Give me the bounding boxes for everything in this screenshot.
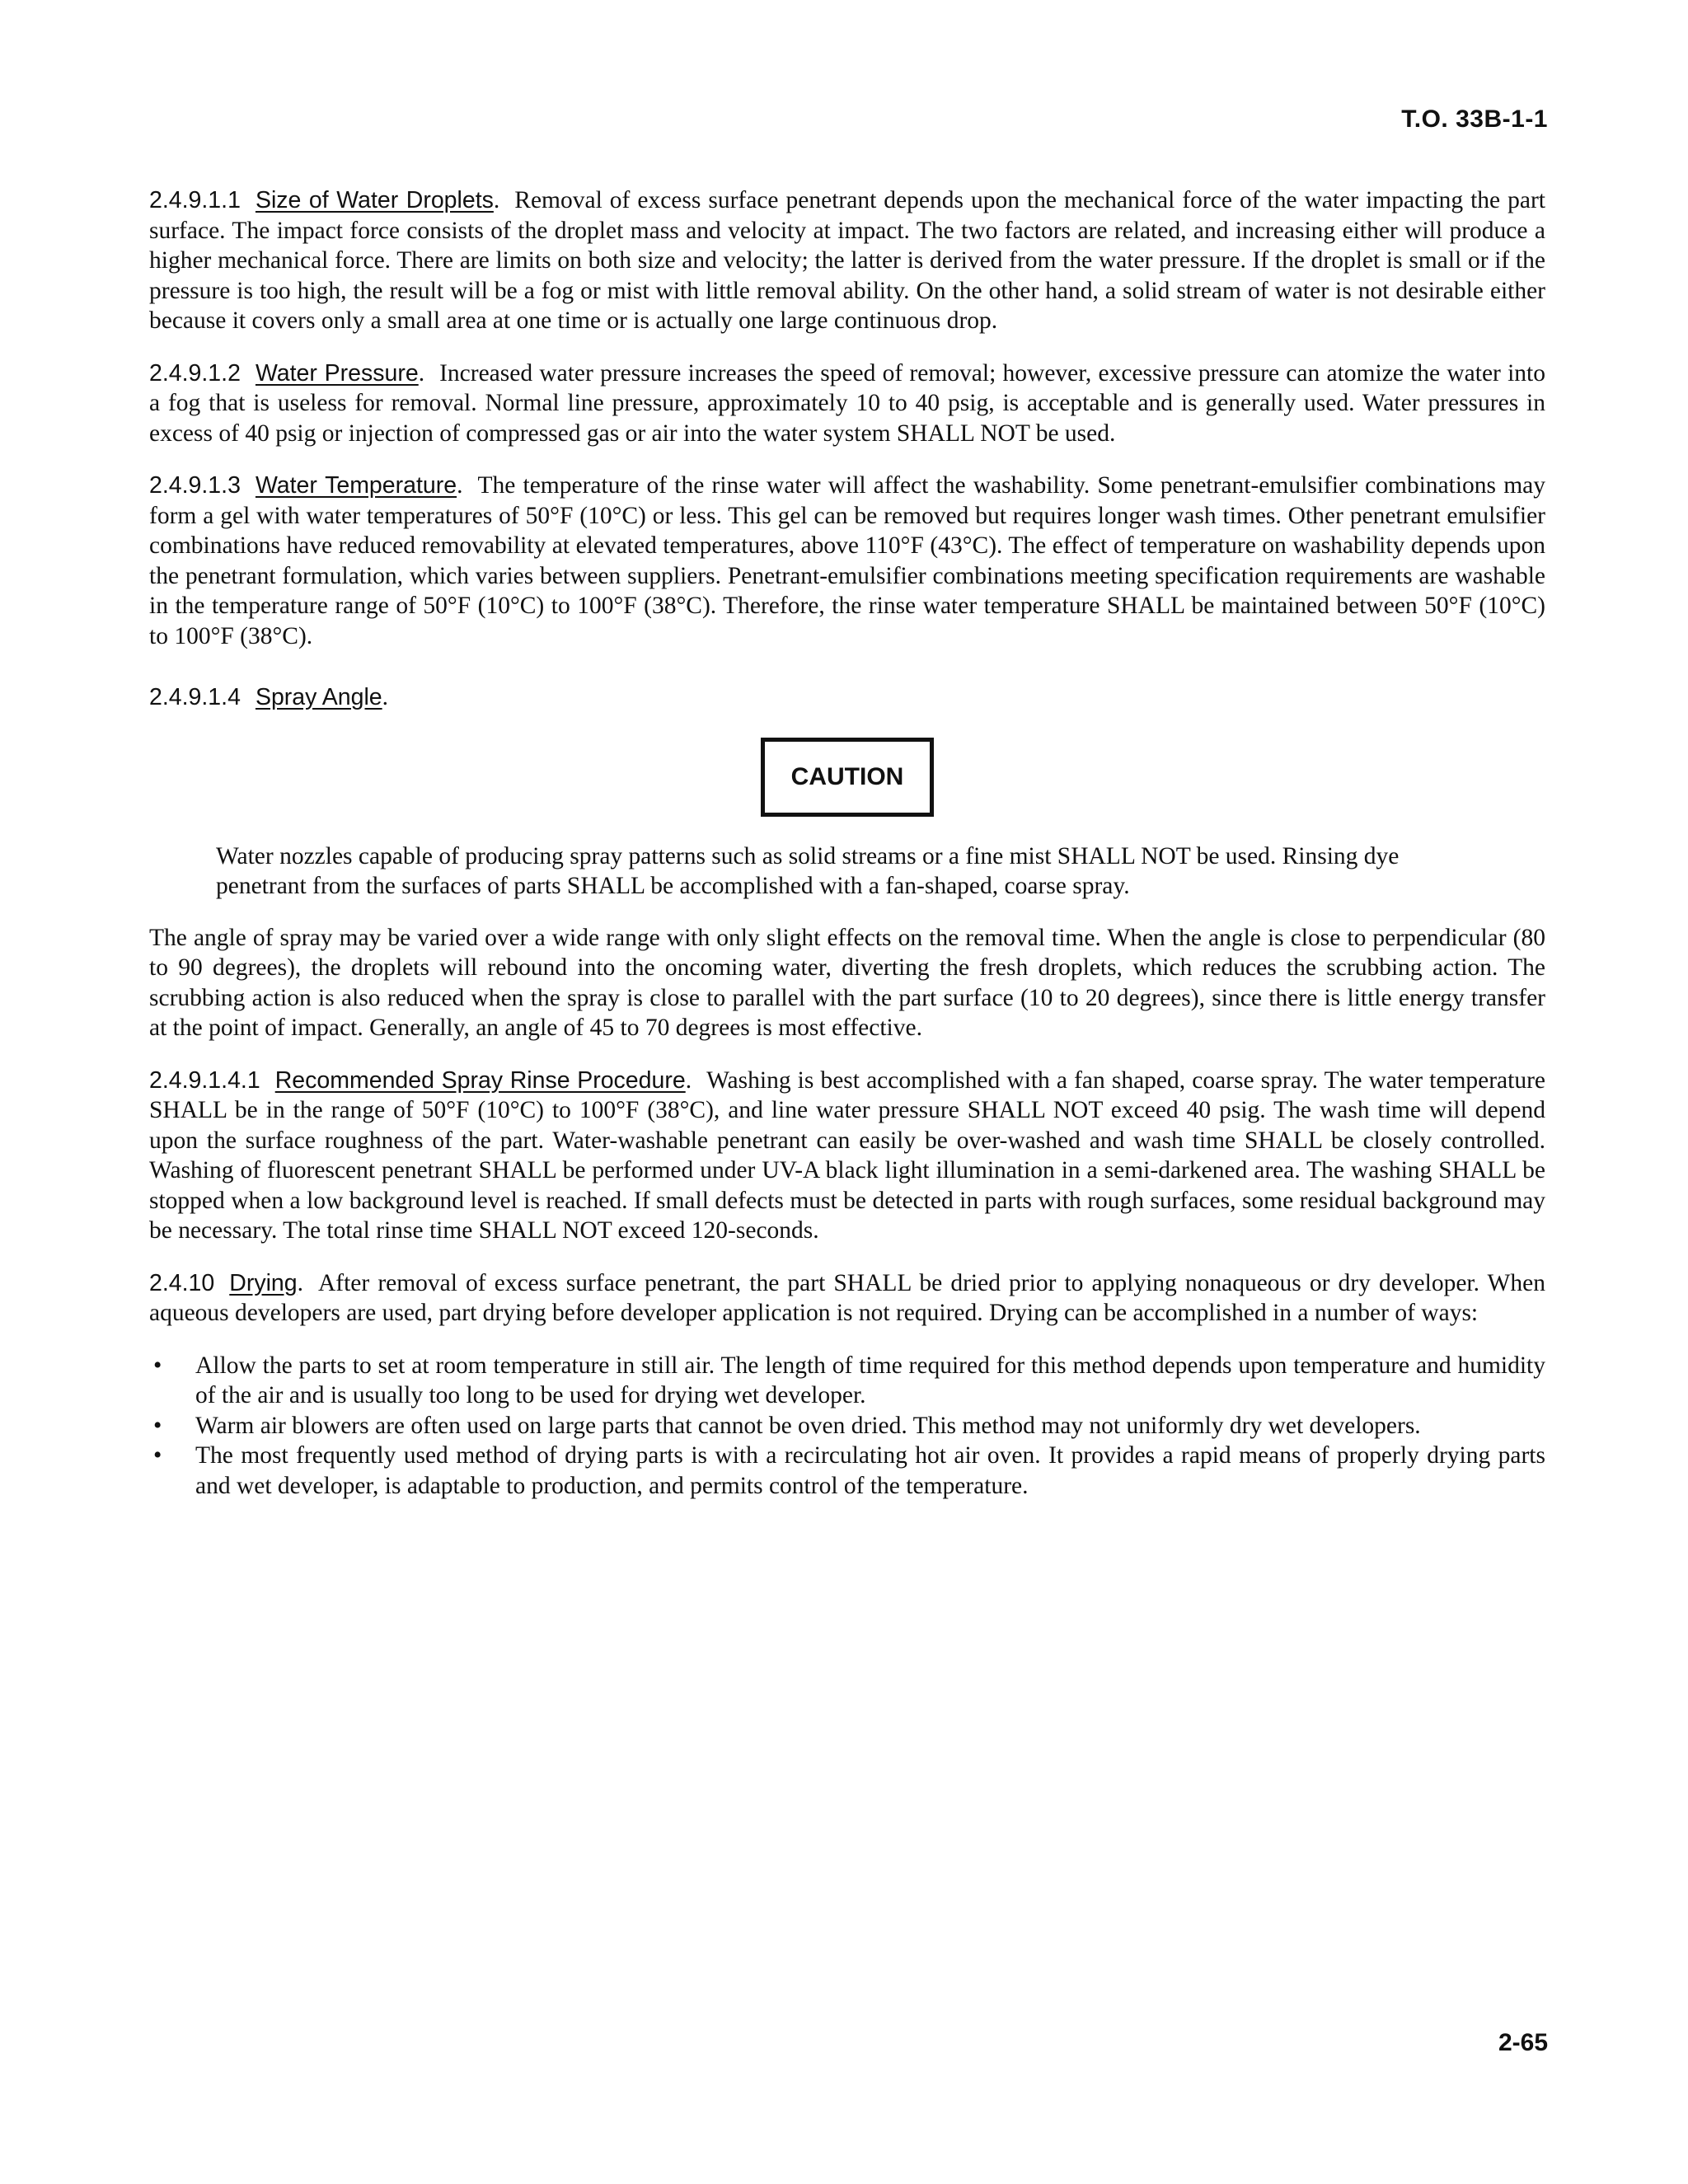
section-body: Washing is best accomplished with a fan shaped, coarse spray. The water temperature SHALL be in the range of 50°F (10°C) to 100°F (38°C), and line water pressure SHALL NOT exceed 40 psig. The wash time will depend upon the surface roughness of the part. Water-washable penetrant can easily be over-washed and wash time SHALL be closely controlled. Washing of fluorescent penetrant SHALL be performed under UV-A black light illumination in a semi-darkened area. The washing SHALL be stopped when a low background level is reached. If small defects must be detected in parts with rough surfaces, some residual background may be necessary. The total rinse time SHALL NOT exceed 120-seconds. — [149, 1066, 1546, 1244]
section-2-4-9-1-4: 2.4.9.1.4 Spray Angle. — [149, 684, 389, 710]
section-body: The temperature of the rinse water will affect the washability. Some penetrant-emulsifier combinations may form a gel with water temperatures of 50°F (10°C) or less. This gel can be removed but requires longer wash times. Other penetrant emulsifier combinations have reduced removability at elevated temperatures, above 110°F (43°C). The effect of temperature on washability depends upon the penetrant formulation, which varies between suppliers. Penetrant-emulsifier combinations meeting specification requirements are washable in the temperature range of 50°F (10°C) to 100°F (38°C). Therefore, the rinse water temperature SHALL be maintained between 50°F (10°C) to 100°F (38°C). — [149, 472, 1545, 649]
section-number: 2.4.9.1.1 — [149, 187, 241, 213]
caution-label: CAUTION — [761, 738, 934, 817]
page-number: 2-65 — [1498, 2029, 1548, 2056]
list-item-text: Allow the parts to set at room temperature in still air. The length of time required for this method depends upon temperature and humidity of the air and is usually too long to be used for drying wet developer. — [195, 1352, 1545, 1408]
section-number: 2.4.10 — [149, 1269, 215, 1296]
section-number: 2.4.9.1.4 — [149, 684, 241, 710]
drying-methods-list — [149, 1351, 1545, 1502]
document-id: T.O. 33B-1-1 — [1401, 105, 1548, 133]
caution-container — [149, 738, 1545, 817]
section-title: Water Pressure — [255, 359, 419, 387]
section-title: Water Temperature — [255, 472, 457, 499]
section-2-4-9-1-2: 2.4.9.1.2 Water Pressure. Increased water pressure increases the speed of removal; however, excessive pressure can atomize the water into a fog that is useless for removal. Normal line pressure, approximately 10 to 40 psig, is acceptable and is generally used. Water pressures in excess of 40 psig or injection of compressed gas or air into the water system SHALL NOT be used. — [149, 359, 1545, 447]
section-body: Removal of excess surface penetrant depends upon the mechanical force of the water impacting the part surface. The impact force consists of the droplet mass and velocity at impact. The two factors are related, and increasing either will produce a higher mechanical force. There are limits on both size and velocity; the latter is derived from the water pressure. If the droplet is small or if the pressure is too high, the result will be a fog or mist with little removal ability. On the other hand, a solid stream of water is not desirable either because it covers only a small area at one time or is actually one large continuous drop. — [149, 187, 1545, 334]
section-2-4-10: 2.4.10 Drying. After removal of excess surface penetrant, the part SHALL be dried prior to applying nonaqueous or dry developer. When aqueous developers are used, part drying before developer application is not required. Drying can be accomplished in a number of ways: — [149, 1269, 1545, 1326]
bullet-icon: • — [153, 1412, 162, 1439]
list-item-text: The most frequently used method of drying parts is with a recirculating hot air oven. It provides a rapid means of properly drying parts and wet developer, is adaptable to production, and permits control of the temperature. — [195, 1442, 1545, 1499]
list-item — [149, 1441, 1545, 1501]
section-body: After removal of excess surface penetrant, the part SHALL be dried prior to applying nonaqueous or dry developer. When aqueous developers are used, part drying before developer application is not required. Drying can be accomplished in a number of ways: — [149, 1269, 1545, 1326]
section-2-4-9-1-1: 2.4.9.1.1 Size of Water Droplets. Removal of excess surface penetrant depends upon the mechanical force of the water impacting the part surface. The impact force consists of the droplet mass and velocity at impact. The two factors are related, and increasing either will produce a higher mechanical force. There are limits on both size and velocity; the latter is derived from the water pressure. If the droplet is small or if the pressure is too high, the result will be a fog or mist with little removal ability. On the other hand, a solid stream of water is not desirable either because it covers only a small area at one time or is actually one large continuous drop. — [149, 187, 1545, 334]
spray-angle-text: The angle of spray may be varied over a wide range with only slight effects on the removal time. When the angle is close to perpendicular (80 to 90 degrees), the droplets will rebound into the oncoming water, diverting the fresh droplets, which reduces the scrubbing action. The scrubbing action is also reduced when the spray is close to parallel with the part surface (10 to 20 degrees), since there is little energy transfer at the point of impact. Generally, an angle of 45 to 70 degrees is most effective. — [149, 924, 1545, 1041]
section-number: 2.4.9.1.3 — [149, 472, 241, 499]
bullet-icon: • — [153, 1352, 162, 1379]
section-2-4-9-1-4-1: 2.4.9.1.4.1 Recommended Spray Rinse Procedure. Washing is best accomplished with a fan shaped, coarse spray. The water temperature SHALL be in the range of 50°F (10°C) to 100°F (38°C), and line water pressure SHALL NOT exceed 40 psig. The wash time will depend upon the surface roughness of the part. Water-washable penetrant can easily be over-washed and wash time SHALL be closely controlled. Washing of fluorescent penetrant SHALL be performed under UV-A black light illumination in a semi-darkened area. The washing SHALL be stopped when a low background level is reached. If small defects must be detected in parts with rough surfaces, some residual background may be necessary. The total rinse time SHALL NOT exceed 120-seconds. — [149, 1066, 1546, 1244]
list-item-text: Warm air blowers are often used on large parts that cannot be oven dried. This method may not uniformly dry wet developers. — [195, 1412, 1421, 1439]
section-number: 2.4.9.1.2 — [149, 359, 241, 387]
section-title: Recommended Spray Rinse Procedure — [274, 1066, 686, 1094]
list-item — [149, 1351, 1545, 1411]
section-title: Spray Angle — [255, 684, 382, 710]
bullet-icon: • — [153, 1442, 162, 1469]
caution-text: Water nozzles capable of producing spray patterns such as solid streams or a fine mist SHALL NOT be used. Rinsing dye penetrant from the surfaces of parts SHALL be accomplished with a fan-shaped, coarse spray. — [216, 842, 1400, 899]
section-title: Size of Water Droplets — [255, 187, 494, 213]
section-body: Increased water pressure increases the speed of removal; however, excessive pressure can atomize the water into a fog that is useless for removal. Normal line pressure, approximately 10 to 40 psig, is acceptable and is generally used. Water pressures in excess of 40 psig or injection of compressed gas or air into the water system SHALL NOT be used. — [149, 359, 1545, 447]
section-title: Drying — [229, 1269, 298, 1296]
section-number: 2.4.9.1.4.1 — [149, 1066, 260, 1094]
list-item — [149, 1411, 1545, 1441]
section-2-4-9-1-3: 2.4.9.1.3 Water Temperature. The temperature of the rinse water will affect the washability. Some penetrant-emulsifier combinations may form a gel with water temperatures of 50°F (10°C) or less. This gel can be removed but requires longer wash times. Other penetrant emulsifier combinations have reduced removability at elevated temperatures, above 110°F (43°C). The effect of temperature on washability depends upon the penetrant formulation, which varies between suppliers. Penetrant-emulsifier combinations meeting specification requirements are washable in the temperature range of 50°F (10°C) to 100°F (38°C). Therefore, the rinse water temperature SHALL be maintained between 50°F (10°C) to 100°F (38°C). — [149, 472, 1545, 649]
page-content — [149, 185, 1545, 1501]
